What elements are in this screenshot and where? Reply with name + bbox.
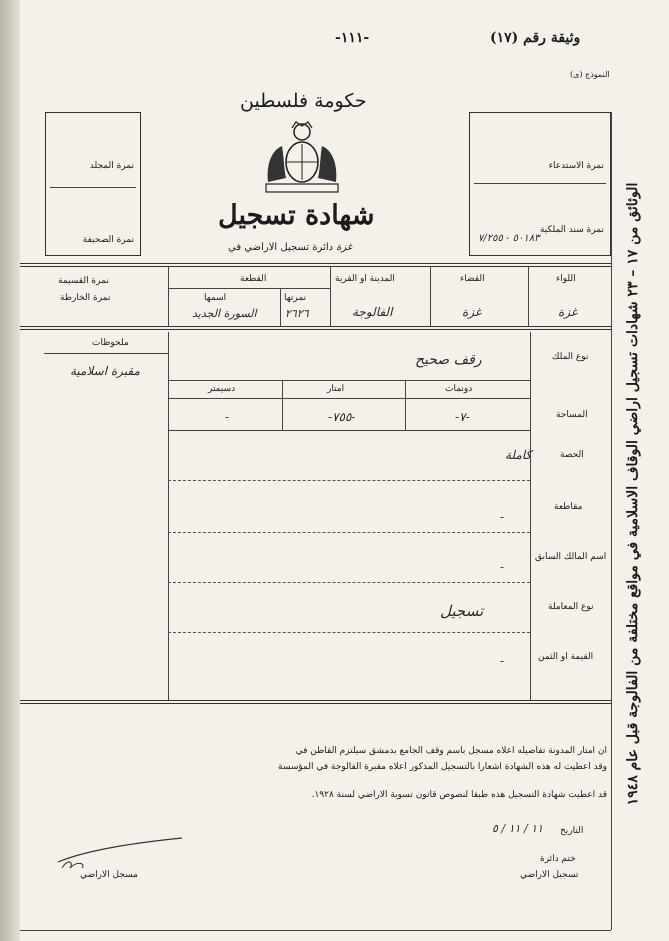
row-divider	[168, 480, 530, 481]
form-number: النموذج (ى)	[570, 70, 610, 79]
volume-page-box	[45, 112, 141, 256]
ownership-type-value: رقف صحيح	[415, 352, 482, 368]
col-divider	[282, 380, 283, 430]
department-value: غزة	[336, 242, 353, 253]
form-top-rule	[20, 263, 611, 267]
government-heading: حكومة فلسطين	[240, 90, 367, 112]
town-value: الفالوجة	[352, 305, 393, 319]
application-label: نمرة الاستدعاء	[548, 161, 604, 171]
boundaries-value: -	[500, 510, 505, 524]
dunums-value: -٧-	[455, 410, 470, 424]
deed-label: نمرة سند الملكية	[539, 225, 604, 235]
volume-label: نمرة المجلد	[89, 161, 134, 171]
notes-column-divider	[168, 332, 169, 700]
page-number: -١١١-	[335, 30, 370, 46]
col-divider	[330, 266, 331, 326]
form-mid-rule	[20, 326, 611, 330]
date-value: ١١ / ١١ / ٥	[492, 822, 543, 835]
col-divider	[430, 266, 431, 326]
side-title: الوثائق من ١٧ – ٢٣ شهادات تسجيل اراضي الوقاف الاسلامية في مواقع مختلفة من الفالوجة قبل عام ١٩٤٨	[625, 182, 641, 806]
parcel-name-label: اسمها	[204, 293, 227, 303]
ownership-type-label: نوع الملك	[552, 352, 589, 362]
row-divider	[168, 632, 530, 633]
decimeters-value: -	[225, 410, 230, 424]
value-label: القيمة او الثمن	[538, 652, 594, 662]
registrar-signature	[52, 832, 192, 872]
department-label: دائرة تسجيل الاراضي في	[228, 242, 334, 253]
parcel-label: القطعة	[240, 274, 267, 284]
dunums-label: دونمات	[445, 384, 473, 394]
parcel-no-label: نمرتها	[284, 293, 307, 303]
date-label: التاريخ	[560, 826, 584, 836]
district-label: اللواء	[556, 274, 576, 284]
document-number: وثيقة رقم (١٧)	[490, 30, 581, 46]
deed-value: ٥٠١٨٣ - ٧/٢٥٥	[478, 233, 540, 244]
declaration-line-2: وقد اعطيت له هذه الشهادة اشعارا بالتسجيل المذكور اعلاه مقبرة الفالوجة في المؤسسة	[278, 762, 607, 772]
map-label: نمرة الخارطة	[60, 293, 111, 303]
parcel-no-value: ٢٦٢٦	[285, 307, 309, 320]
notes-underline	[44, 353, 168, 354]
certificate-title: شهادة تسجيل	[218, 200, 375, 231]
col-divider	[168, 266, 169, 326]
book-spine-shadow	[0, 0, 20, 941]
department-line	[228, 242, 352, 253]
declaration-line-3: قد اعطيت شهادة التسجيل هذه طبقا لنصوص قانون تسوية الاراضي لسنة ١٩٢٨.	[311, 790, 607, 800]
volume-line	[50, 187, 136, 188]
row-divider	[168, 288, 330, 289]
form-bottom-rule	[20, 700, 611, 704]
town-label: المدينة او القرية	[335, 274, 395, 284]
share-value: كاملة	[505, 448, 532, 462]
col-divider	[405, 380, 406, 430]
prev-owner-label: اسم المالك السابق	[535, 552, 607, 562]
subdistrict-value: غزة	[462, 305, 482, 319]
value-value: -	[500, 654, 505, 668]
decimeters-label: دسيمتر	[208, 384, 236, 394]
col-divider	[280, 288, 281, 326]
prev-owner-value: -	[500, 560, 505, 574]
registrar-label: مسجل الاراضي	[80, 870, 138, 880]
transaction-label: نوع المعاملة	[548, 602, 594, 612]
district-value: غزة	[558, 305, 578, 319]
row-divider	[168, 380, 530, 381]
seal-label: ختم دائرة	[540, 854, 576, 864]
parcel-name-value: السورة الجديد	[192, 307, 257, 320]
col-divider	[528, 266, 529, 326]
area-label: المساحة	[556, 410, 588, 420]
notes-value: مقبرة اسلامية	[70, 364, 140, 378]
frame-right-line	[611, 112, 612, 930]
meters-label: امتار	[327, 384, 345, 394]
share-label: الحصة	[560, 450, 584, 460]
transaction-value: تسجيل	[440, 602, 484, 620]
row-divider	[168, 532, 530, 533]
declaration-line-1: ان امتار المدونة تفاصيله اعلاه مسجل باسم وقف الجامع بدمشق سيلتزم القاطن في	[295, 746, 607, 756]
meters-value: -٧٥٥-	[328, 410, 356, 424]
application-line	[474, 183, 606, 184]
page-label: نمرة الصحيفة	[82, 235, 134, 245]
label-column-divider	[530, 332, 531, 700]
seal-label-2: تسجيل الاراضي	[520, 870, 579, 880]
row-divider	[168, 430, 530, 431]
frame-bottom-line	[20, 930, 611, 931]
valuation-label: نمرة القسيمة	[58, 276, 109, 286]
notes-label: ملحوظات	[92, 338, 129, 348]
coat-of-arms-emblem	[262, 118, 342, 200]
row-divider	[168, 582, 530, 583]
subdistrict-label: القضاء	[460, 274, 485, 284]
boundaries-label: مقاطعة	[554, 502, 583, 512]
row-divider	[168, 398, 530, 399]
application-deed-box	[469, 112, 611, 256]
